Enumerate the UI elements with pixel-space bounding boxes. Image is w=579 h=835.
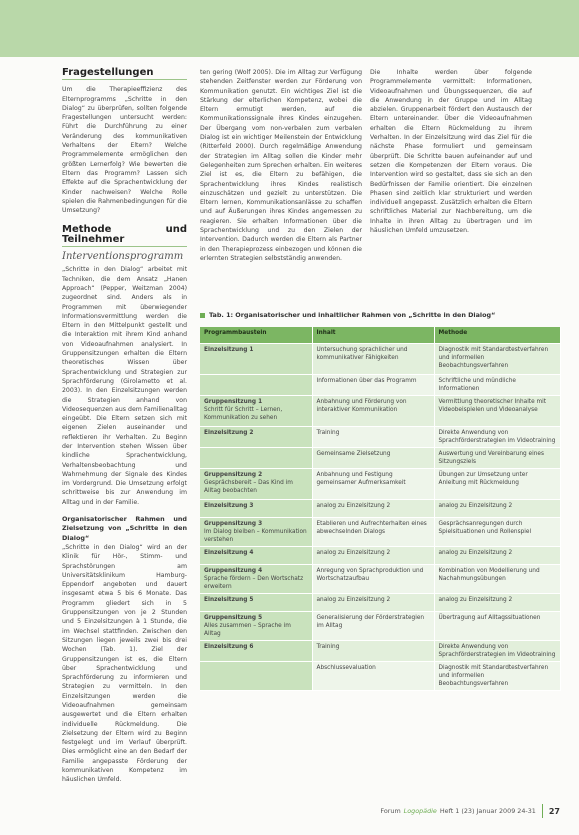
table-row	[200, 641, 560, 662]
table-cell-inhalt: analog zu Einzelsitzung 2	[312, 547, 434, 565]
header-cell: Inhalt	[312, 327, 434, 344]
table-cell-methode: Direkte Anwendung von Sprachförderstrategien im Videotraining	[434, 641, 560, 662]
caption-text: Tab. 1: Organisatorischer und inhaltlicher Rahmen von „Schritte in den Dialog“	[209, 311, 496, 319]
table-row	[200, 594, 560, 612]
table-cell-methode: analog zu Einzelsitzung 2	[434, 594, 560, 612]
table-cell-methode: Direkte Anwendung von Sprachförderstrategien im Videotraining	[434, 427, 560, 448]
header-cell: Programmbaustein	[200, 327, 312, 344]
table-cell-programmbaustein	[200, 396, 312, 427]
middle-column	[200, 68, 362, 303]
table-row	[200, 396, 560, 427]
paragraph: Um die Therapieeffizienz des Elternprogramms „Schritte in den Dialog“ zu überprüfen, sollten folgende Fragestellungen untersucht werden: Führt die Durchführung zu einer Veränderung des kommunikativen Verhaltens der Eltern? Welche Programmelemente ermöglichen den größten Lernerfolg? Wie bewerten die Eltern das Programm? Lassen sich Effekte auf die Sprachentwicklung der Kinder nachweisen? Welche Rolle spielen die Rahmenbedingungen für die Umsetzung?	[62, 86, 187, 215]
heading-fragestellungen: Fragestellungen	[62, 67, 154, 78]
table-row	[200, 662, 560, 691]
table-cell-inhalt: Anbahnung und Festigung gemeinsamer Aufmerksamkeit	[312, 469, 434, 500]
table-cell-inhalt: Anregung von Sprachproduktion und Wortschatzaufbau	[312, 565, 434, 594]
table-cell-programmbaustein	[200, 547, 312, 565]
session-label: Gruppensitzung 4	[204, 568, 263, 574]
journal-name: Forum	[380, 807, 401, 815]
session-title: Sprache fördern – Den Wortschatz erweitern	[204, 576, 304, 590]
issue-info: Heft 1 (23) Januar 2009 24-31	[439, 807, 536, 815]
table-cell-inhalt: Etablieren und Aufrechterhalten eines abwechselnden Dialogs	[312, 518, 434, 547]
session-label: Einzelsitzung 2	[204, 430, 254, 436]
table-cell-inhalt: Training	[312, 641, 434, 662]
table-cell-inhalt: Generalisierung der Förderstrategien im Alltag	[312, 612, 434, 641]
session-label: Einzelsitzung 6	[204, 644, 254, 650]
table-cell-inhalt: Untersuchung sprachlicher und kommunikativer Fähigkeiten	[312, 344, 434, 375]
session-label: Gruppensitzung 2	[204, 472, 263, 478]
heading-interventionsprogramm: Interventionsprogramm	[62, 251, 184, 263]
page-footer	[310, 804, 560, 818]
table-cell-programmbaustein	[200, 565, 312, 594]
paragraph: ten gering (Wolf 2005). Die im Alltag zur Verfügung stehenden Zeitfenster werden zur Förderung von Kommunikation genutzt. Ein wichtiges Ziel ist die Stärkung der elterlichen Kompetenz, wobei die Eltern ermutigt werden, auf die Kommunikationssignale ihres Kindes einzugehen. Der Übergang vom non-verbalen zum verbalen Dialog ist ein wichtiger Meilenstein der Entwicklung (Ritterfeld 2000). Durch regelmäßige Anwendung der Strategien im Alltag sollen die Kinder mehr Gelegenheiten zum Sprechen erhalten. Ein weiteres Ziel ist es, die Eltern zu befähigen, die Sprachentwicklung ihres Kindes realistisch einzuschätzen und gezielt zu unterstützen. Die Eltern lernen, Kommunikationsanlässe zu schaffen und auf Äußerungen ihres Kindes angemessen zu reagieren. Sie erhalten Informationen über die Sprachentwicklung und zu den Zielen der Intervention. Dadurch werden die Eltern als Partner in den Therapieprozess einbezogen und können die erlernten Strategien selbstständig anwenden.	[200, 69, 362, 262]
table-row	[200, 500, 560, 518]
table-header-row	[200, 327, 560, 344]
table-cell-methode: Übertragung auf Alltagssituationen	[434, 612, 560, 641]
table-cell-programmbaustein	[200, 344, 312, 375]
table-cell-programmbaustein	[200, 375, 312, 396]
page-number: 27	[548, 806, 560, 816]
table-cell-methode: Vermittlung theoretischer Inhalte mit Videobeispielen und Videoanalyse	[434, 396, 560, 427]
table-cell-programmbaustein	[200, 427, 312, 448]
table-caption	[200, 311, 560, 319]
table-cell-inhalt: analog zu Einzelsitzung 2	[312, 500, 434, 518]
table-cell-programmbaustein	[200, 662, 312, 691]
table-cell-inhalt: Training	[312, 427, 434, 448]
session-label: Einzelsitzung 4	[204, 550, 254, 556]
table-cell-methode: Diagnostik mit Standardtestverfahren und informellen Beobachtungsverfahren	[434, 662, 560, 691]
session-label: Gruppensitzung 1	[204, 399, 263, 405]
table-row	[200, 518, 560, 547]
table-cell-programmbaustein	[200, 448, 312, 469]
table-cell-inhalt: Abschlussevaluation	[312, 662, 434, 691]
journal-brand: Logopädie	[403, 807, 437, 815]
table-cell-inhalt: Gemeinsame Zielsetzung	[312, 448, 434, 469]
table-row	[200, 448, 560, 469]
paragraph: „Schritte in den Dialog“ wird an der Klinik für Hör-, Stimm- und Sprachstörungen am Universitätsklinikum Hamburg-Eppendorf angeboten und dauert insgesamt etwa 5 bis 6 Monate. Das Programm gliedert sich in 5 Gruppensitzungen von je 2 Stunden und 5 Einzelsitzungen à 1 Stunde, die im Wechsel stattfinden. Zwischen den Sitzungen liegen jeweils zwei bis drei Wochen (Tab. 1). Ziel der Gruppensitzungen ist es, die Eltern über Sprachentwicklung und Sprachförderung zu informieren und Strategien zu vermitteln. In den Einzelsitzungen werden die Videoaufnahmen gemeinsam ausgewertet und die Eltern erhalten individuelle Rückmeldung. Die Zielsetzung der Eltern wird zu Beginn festgelegt und im Verlauf überprüft. Dies ermöglicht eine an den Bedarf der Familie angepasste Förderung der kommunikativen Kompetenz im häuslichen Umfeld.	[62, 543, 187, 784]
table-cell-programmbaustein	[200, 641, 312, 662]
table-cell-methode: analog zu Einzelsitzung 2	[434, 547, 560, 565]
right-column	[370, 68, 532, 303]
divider	[62, 246, 187, 247]
table-cell-programmbaustein	[200, 518, 312, 547]
session-label: Einzelsitzung 1	[204, 347, 254, 353]
paragraph: Die Inhalte werden über folgende Programmelemente vermittelt: Informationen, Videoaufnahmen und Übungssequenzen, die auf die Anwendung in der Gruppe und im Alltag abzielen. Gruppenarbeit fördert den Austausch der Eltern untereinander. Über die Videoaufnahmen erhalten die Eltern Rückmeldung zu ihrem Verhalten. In der Einzelsitzung wird das Ziel für die nächste Phase formuliert und gemeinsam überprüft. Die Schritte bauen aufeinander auf und setzen die Kompetenzen der Eltern voraus. Die Intervention wird so gestaltet, dass sie sich an den Bedürfnissen der Familie orientiert. Die einzelnen Phasen sind zeitlich klar strukturiert und werden individuell angepasst. Zusätzlich erhalten die Eltern schriftliches Material zur Nachbereitung, um die Inhalte in ihren Alltag zu übertragen und im häuslichen Umfeld umzusetzen.	[370, 69, 532, 235]
left-column	[62, 68, 187, 785]
table-row	[200, 612, 560, 641]
table-cell-programmbaustein	[200, 469, 312, 500]
table-cell-methode: Übungen zur Umsetzung unter Anleitung mit Rückmeldung	[434, 469, 560, 500]
table-cell-inhalt: Informationen über das Programm	[312, 375, 434, 396]
table-row	[200, 565, 560, 594]
paragraph: „Schritte in den Dialog“ arbeitet mit Techniken, die dem Ansatz „Hanen Approach“ (Pepper, Weitzman 2004) zugeordnet sind. Anders als in Programmen mit überwiegender Informationsvermittlung werden die Eltern in den Mittelpunkt gestellt und die Interaktion mit ihrem Kind anhand von Videoaufnahmen analysiert. In Gruppensitzungen erhalten die Eltern theoretisches Wissen über Sprachentwicklung und Strategien zur Sprachförderung (Girolametto et al. 2003). In den Einzelsitzungen werden die Strategien anhand von Videosequenzen aus dem Familienalltag eingeübt. Die Eltern setzen sich mit eigenen Zielen auseinander und reflektieren ihr Verhalten. Zu Beginn der Intervention stehen Wissen über kindliche Sprachentwicklung, Verhaltensbeobachtung und Wahrnehmung der Signale des Kindes im Vordergrund. Die Umsetzung erfolgt schrittweise bis zur Anwendung im Alltag und in der Familie.	[62, 266, 187, 506]
session-label: Gruppensitzung 5	[204, 615, 263, 621]
table-cell-inhalt: analog zu Einzelsitzung 2	[312, 594, 434, 612]
table-row	[200, 344, 560, 375]
table-cell-methode: Gesprächsanregungen durch Spielsituationen und Rollenspiel	[434, 518, 560, 547]
footer-divider	[542, 804, 543, 818]
table-cell-methode: Diagnostik mit Standardtestverfahren und informellen Beobachtungsverfahren	[434, 344, 560, 375]
session-title: Schritt für Schritt – Lernen, Kommunikation zu sehen	[204, 407, 283, 421]
header-band	[0, 0, 579, 57]
heading-organisatorischer-rahmen: Organisatorischer Rahmen und Zielsetzung von „Schritte in den Dialog“	[62, 515, 187, 542]
session-label: Gruppensitzung 3	[204, 521, 263, 527]
table-cell-methode: Kombination von Modellierung und Nachahmungsübungen	[434, 565, 560, 594]
caption-square-icon	[200, 313, 205, 318]
header-cell: Methode	[434, 327, 560, 344]
table-cell-methode: Schriftliche und mündliche Informationen	[434, 375, 560, 396]
table-cell-methode: Auswertung und Vereinbarung eines Sitzungsziels	[434, 448, 560, 469]
program-table	[200, 327, 561, 691]
table-row	[200, 375, 560, 396]
session-label: Einzelsitzung 5	[204, 597, 254, 603]
table-cell-inhalt: Anbahnung und Förderung von interaktiver Kommunikation	[312, 396, 434, 427]
table-row	[200, 547, 560, 565]
divider	[62, 79, 187, 80]
table-row	[200, 469, 560, 500]
session-title: Alles zusammen – Sprache im Alltag	[204, 623, 291, 637]
heading-methode: Methode und Teilnehmer	[62, 224, 187, 245]
table-cell-methode: analog zu Einzelsitzung 2	[434, 500, 560, 518]
table-cell-programmbaustein	[200, 500, 312, 518]
session-label: Einzelsitzung 3	[204, 503, 254, 509]
table-row	[200, 427, 560, 448]
table-cell-programmbaustein	[200, 612, 312, 641]
session-title: Im Dialog bleiben – Kommunikation verstehen	[204, 529, 307, 543]
session-title: Gesprächsbereit – Das Kind im Alltag beobachten	[204, 480, 293, 494]
table-cell-programmbaustein	[200, 594, 312, 612]
